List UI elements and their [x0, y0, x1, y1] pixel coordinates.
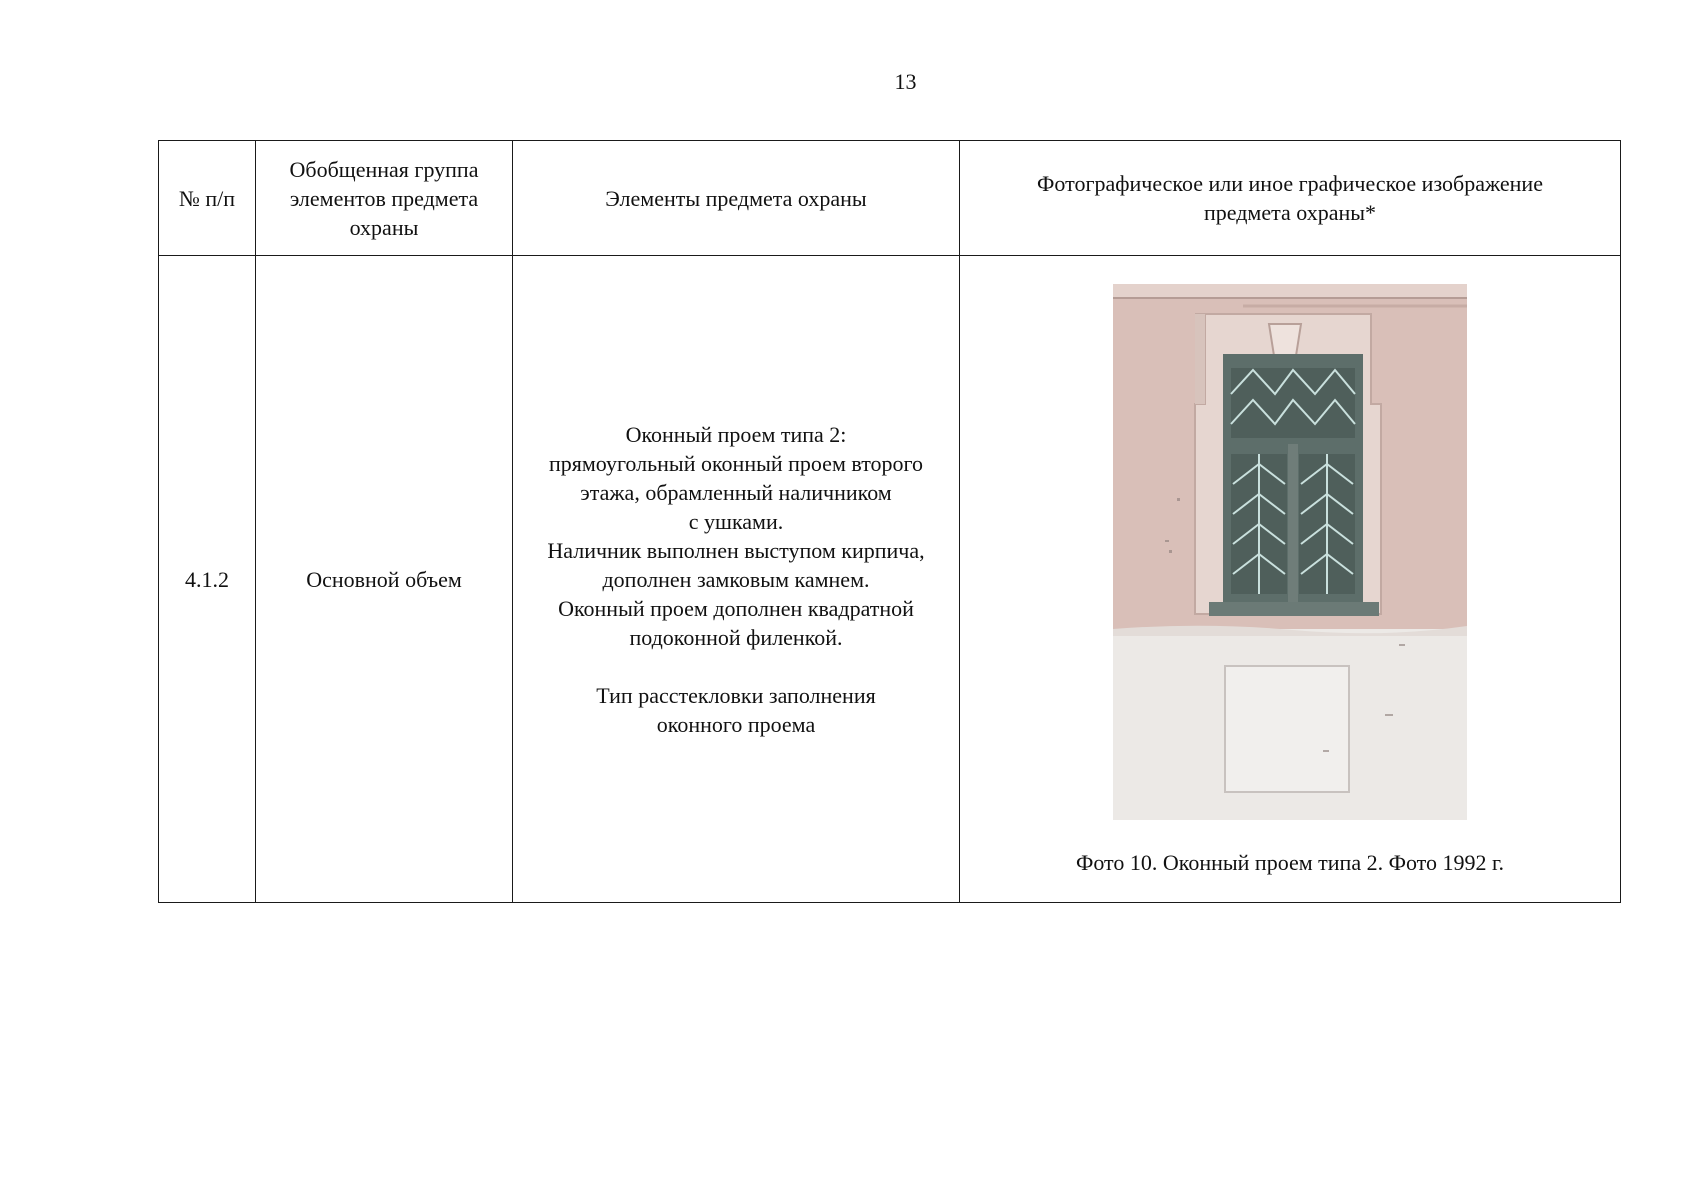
- elements-line: этажа, обрамленный наличником: [580, 479, 892, 505]
- row-group-text: Основной объем: [306, 566, 462, 592]
- header-elements: [513, 141, 960, 256]
- row-num: [159, 256, 256, 903]
- header-image: [960, 141, 1621, 256]
- table-header-row: [159, 141, 1621, 256]
- row-num-text: 4.1.2: [185, 566, 229, 592]
- row-group: [256, 256, 513, 903]
- protection-table: [158, 140, 1621, 903]
- elements-line: Тип расстекловки заполнения: [596, 682, 876, 708]
- photo-caption: Фото 10. Оконный проем типа 2. Фото 1992 г.: [1075, 850, 1505, 875]
- row-elements: [513, 256, 960, 903]
- window-photo: [1113, 284, 1467, 820]
- elements-line: Оконный проем типа 2:: [625, 421, 847, 447]
- elements-line: с ушками.: [688, 508, 784, 534]
- elements-line-blank: [523, 652, 949, 681]
- window-photo-illustration: [1113, 284, 1467, 820]
- elements-line: Оконный проем дополнен квадратной: [558, 595, 914, 621]
- header-num-text: № п/п: [178, 185, 236, 211]
- elements-line: прямоугольный оконный проем второго: [548, 450, 924, 476]
- elements-line: дополнен замковым камнем.: [602, 566, 870, 592]
- elements-line: подоконной филенкой.: [629, 624, 843, 650]
- header-group-text: Обобщенная группа элементов предмета охраны: [289, 156, 479, 240]
- page-number: 13: [894, 69, 917, 94]
- elements-line: оконного проема: [656, 711, 816, 737]
- row-elements-text: [523, 420, 949, 739]
- header-group: [256, 141, 513, 256]
- sill-panel: [1225, 666, 1349, 792]
- header-image-text: Фотографическое или иное графическое изображение предмета охраны*: [1037, 171, 1543, 225]
- row-image: [960, 256, 1621, 903]
- header-num: [159, 141, 256, 256]
- elements-line: Наличник выполнен выступом кирпича,: [547, 537, 925, 563]
- header-elements-text: Элементы предмета охраны: [605, 185, 867, 211]
- table-row: [159, 256, 1621, 903]
- window-sill: [1209, 602, 1379, 616]
- cornice: [1113, 284, 1467, 298]
